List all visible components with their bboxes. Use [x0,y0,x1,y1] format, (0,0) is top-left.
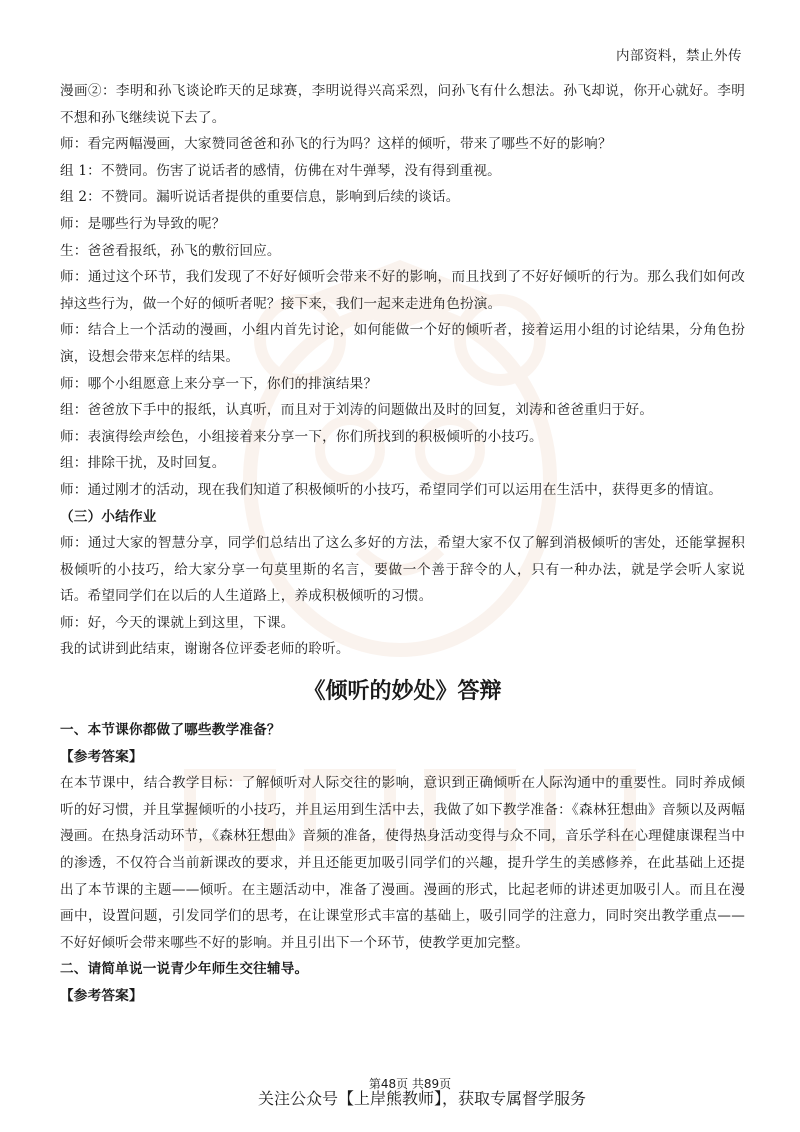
paragraph: 师：看完两幅漫画，大家赞同爸爸和孙飞的行为吗？这样的倾听，带来了哪些不好的影响？ [60,136,612,153]
answer-label: 【参考答案】 [60,748,143,765]
paragraph: 师：通过大家的智慧分享，同学们总结出了这么多好的方法，希望大家不仅了解到消极倾听的害处，还能掌握积极倾听的小技巧，给大家分享一句莫里斯的名言，要做一个善于辞令的人，只有一种办法，就是学会听人家说话。希望同学们在以后的人生道路上，养成积极倾听的习惯。 [60,535,745,605]
answer-text: 在本节课中，结合教学目标：了解倾听对人际交往的影响，意识到正确倾听在人际沟通中的重要性。同时养成倾听的好习惯，并且掌握倾听的小技巧，并且运用到生活中去，我做了如下教学准备：《森林狂想曲》音频以及两幅漫画。在热身活动环节，《森林狂想曲》音频的准备，使得热身活动变得与众不同，音乐学科在心理健康课程当中的渗透，不仅符合当前新课改的要求，并且还能更加吸引同学们的兴趣，提升学生的美感修养，在此基础上还提出了本节课的主题——倾听。在主题活动中，准备了漫画。漫画的形式，比起老师的讲述更加吸引人。而且在漫画中，设置问题，引发同学们的思考，在让课堂形式丰富的基础上，吸引同学的注意力，同时突出教学重点——不好好倾听会带来哪些不好的影响。并且引出下一个环节，使教学更加完整。 [60,775,745,951]
paragraph: 组：排除干扰，及时回复。 [60,455,226,472]
promo-footer: 关注公众号【上岸熊教师】，获取专属督学服务 [257,1089,586,1108]
paragraph: 组：爸爸放下手中的报纸，认真听，而且对于刘涛的问题做出及时的回复，刘涛和爸爸重归于好。 [60,402,654,419]
paragraph: 师：结合上一个活动的漫画，小组内首先讨论，如何能做一个好的倾听者，接着运用小组的讨论结果，分角色扮演，设想会带来怎样的结果。 [60,322,745,365]
paragraph: 组 1：不赞同。伤害了说话者的感情，仿佛在对牛弹琴，没有得到重视。 [60,162,501,179]
paragraph: 生：爸爸看报纸，孙飞的敷衍回应。 [60,242,281,259]
paragraph: 师：通过刚才的活动，现在我们知道了积极倾听的小技巧，希望同学们可以运用在生活中，获得更多的情谊。 [60,481,723,498]
paragraph: 师：通过这个环节，我们发现了不好好倾听会带来不好的影响，而且找到了不好好倾听的行为。那么我们如何改掉这些行为，做一个好的倾听者呢？接下来，我们一起来走进角色扮演。 [60,269,745,312]
paragraph: 师：表演得绘声绘色，小组接着来分享一下，你们所找到的积极倾听的小技巧。 [60,428,543,445]
paragraph: 组 2：不赞同。漏听说话者提供的重要信息，影响到后续的谈话。 [60,189,460,206]
paragraph: 师：哪个小组愿意上来分享一下，你们的排演结果？ [60,375,378,392]
answer-label: 【参考答案】 [60,988,143,1004]
document-body [60,78,745,1010]
question-heading: 二、请简单说一说青少年师生交往辅导。 [60,961,309,978]
paragraph: 漫画②：李明和孙飞谈论昨天的足球赛，李明说得兴高采烈，问孙飞有什么想法。孙飞却说，你开心就好。李明不想和孙飞继续说下去了。 [60,83,745,126]
paragraph: 师：是哪些行为导致的呢？ [60,215,226,232]
section-heading: （三）小结作业 [60,508,157,525]
defense-title: 《倾听的妙处》答辩 [303,678,502,705]
paragraph: 师：好，今天的课就上到这里，下课。 [60,614,295,631]
page-number: 第48页 共89页 [368,1077,452,1091]
confidential-note: 内部资料，禁止外传 [616,48,742,64]
paragraph: 我的试讲到此结束，谢谢各位评委老师的聆听。 [60,641,350,658]
question-heading: 一、本节课你都做了哪些教学准备？ [60,722,281,739]
